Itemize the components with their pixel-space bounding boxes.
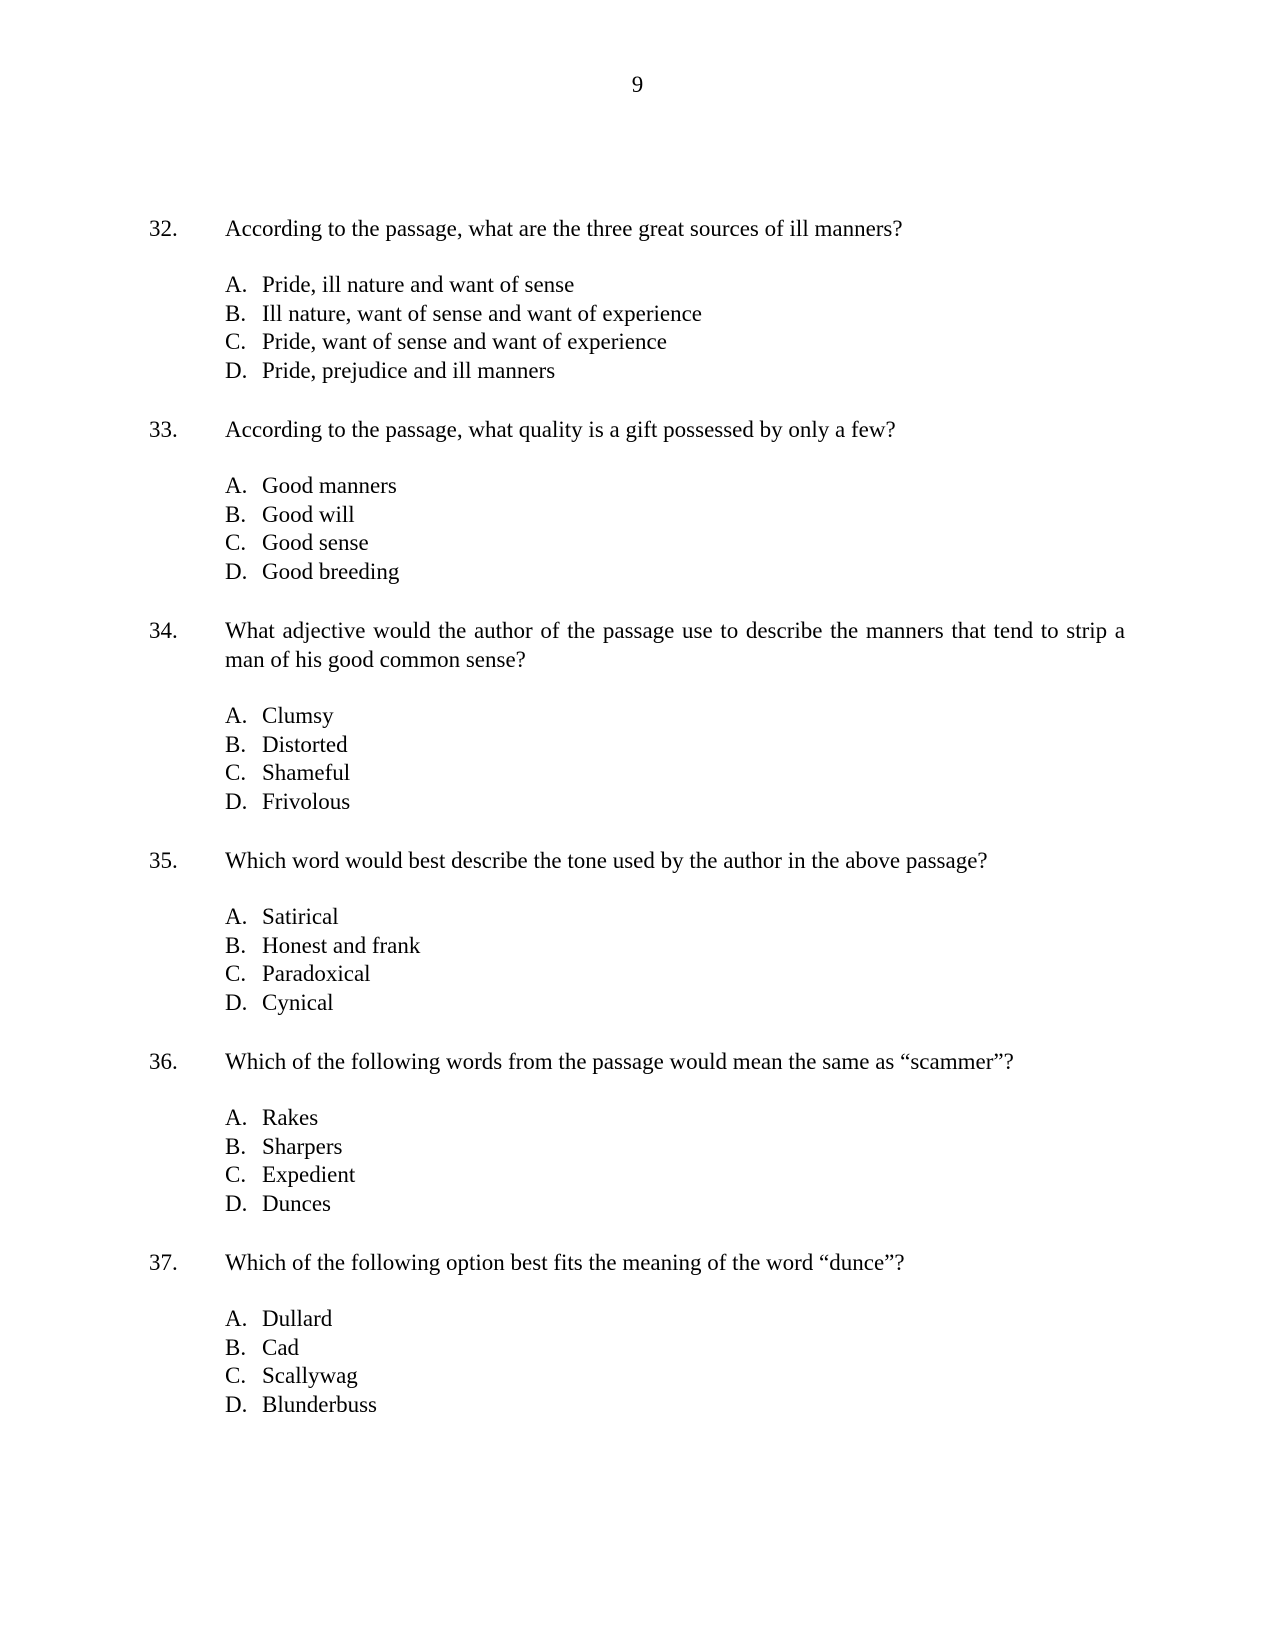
option-text: Good sense xyxy=(262,530,369,556)
option-b xyxy=(225,932,420,961)
option-text: Paradoxical xyxy=(262,961,371,987)
option-text: Good breeding xyxy=(262,559,400,585)
option-b xyxy=(225,1133,355,1162)
option-text: Distorted xyxy=(262,731,348,757)
question-text: What adjective would the author of the passage use to describe the manners that tend to strip a man of his good common sense? xyxy=(225,618,1125,672)
page-number: 9 xyxy=(631,72,644,97)
option-text: Shameful xyxy=(262,760,351,786)
question-number: 36. xyxy=(149,1049,178,1074)
options-list xyxy=(225,702,350,817)
question-number: 32. xyxy=(149,216,178,241)
options-list xyxy=(225,472,399,587)
option-d xyxy=(225,558,399,587)
option-letter: B. xyxy=(225,1334,247,1360)
option-text: Ill nature, want of sense and want of experience xyxy=(262,300,703,326)
option-a xyxy=(225,702,350,731)
question-number: 35. xyxy=(149,848,178,873)
option-letter: D. xyxy=(225,1392,248,1418)
option-text: Sharpers xyxy=(262,1133,343,1159)
question-number: 37. xyxy=(149,1250,178,1275)
option-text: Dullard xyxy=(262,1306,333,1331)
question-text: Which word would best describe the tone used by the author in the above passage? xyxy=(225,848,988,873)
option-b xyxy=(225,731,350,760)
option-letter: B. xyxy=(225,731,247,757)
option-letter: D. xyxy=(225,559,248,585)
option-d xyxy=(225,1391,377,1420)
option-text: Pride, ill nature and want of sense xyxy=(262,272,575,297)
option-a xyxy=(225,1104,355,1133)
option-letter: A. xyxy=(225,904,248,929)
option-letter: C. xyxy=(225,1363,247,1389)
option-a xyxy=(225,271,702,300)
option-text: Good will xyxy=(262,501,355,527)
option-a xyxy=(225,903,420,932)
options-list xyxy=(225,1305,377,1420)
options-list xyxy=(225,271,702,386)
question-number: 34. xyxy=(149,618,178,643)
option-letter: B. xyxy=(225,1133,247,1159)
option-text: Honest and frank xyxy=(262,932,421,958)
option-c xyxy=(225,960,420,989)
option-text: Pride, want of sense and want of experience xyxy=(262,329,667,355)
question-text: According to the passage, what are the three great sources of ill manners? xyxy=(225,216,903,241)
option-c xyxy=(225,529,399,558)
option-letter: A. xyxy=(225,1105,248,1130)
question-text: Which of the following words from the passage would mean the same as “scammer”? xyxy=(225,1049,1014,1074)
option-text: Dunces xyxy=(262,1191,331,1217)
option-letter: D. xyxy=(225,789,248,815)
option-d xyxy=(225,357,702,386)
option-a xyxy=(225,1305,377,1334)
option-letter: D. xyxy=(225,990,248,1016)
option-letter: B. xyxy=(225,932,247,958)
option-text: Frivolous xyxy=(262,789,351,815)
option-letter: C. xyxy=(225,760,247,786)
option-b xyxy=(225,300,702,329)
option-c xyxy=(225,759,350,788)
option-letter: D. xyxy=(225,1191,248,1217)
option-text: Satirical xyxy=(262,904,339,929)
option-letter: A. xyxy=(225,703,248,728)
question-text: According to the passage, what quality is a gift possessed by only a few? xyxy=(225,417,896,442)
options-list xyxy=(225,1104,355,1219)
question-number: 33. xyxy=(149,417,178,442)
option-a xyxy=(225,472,399,501)
option-text: Rakes xyxy=(262,1105,319,1130)
option-letter: A. xyxy=(225,1306,248,1331)
option-b xyxy=(225,1334,377,1363)
option-text: Scallywag xyxy=(262,1363,358,1389)
option-text: Expedient xyxy=(262,1162,356,1188)
option-d xyxy=(225,788,350,817)
option-letter: D. xyxy=(225,358,248,384)
option-text: Good manners xyxy=(262,473,397,498)
question-text: Which of the following option best fits the meaning of the word “dunce”? xyxy=(225,1250,905,1275)
option-letter: A. xyxy=(225,473,248,498)
option-text: Cynical xyxy=(262,990,334,1016)
option-b xyxy=(225,501,399,530)
option-c xyxy=(225,1362,377,1391)
option-c xyxy=(225,328,702,357)
option-letter: B. xyxy=(225,501,247,527)
option-letter: C. xyxy=(225,530,247,556)
option-text: Pride, prejudice and ill manners xyxy=(262,358,556,384)
option-d xyxy=(225,989,420,1018)
option-text: Cad xyxy=(262,1334,300,1360)
option-text: Blunderbuss xyxy=(262,1392,377,1418)
option-letter: C. xyxy=(225,1162,247,1188)
option-letter: C. xyxy=(225,961,247,987)
option-letter: B. xyxy=(225,300,247,326)
options-list xyxy=(225,903,420,1018)
option-text: Clumsy xyxy=(262,703,334,728)
option-letter: A. xyxy=(225,272,248,297)
option-d xyxy=(225,1190,355,1219)
option-c xyxy=(225,1161,355,1190)
option-letter: C. xyxy=(225,329,247,355)
